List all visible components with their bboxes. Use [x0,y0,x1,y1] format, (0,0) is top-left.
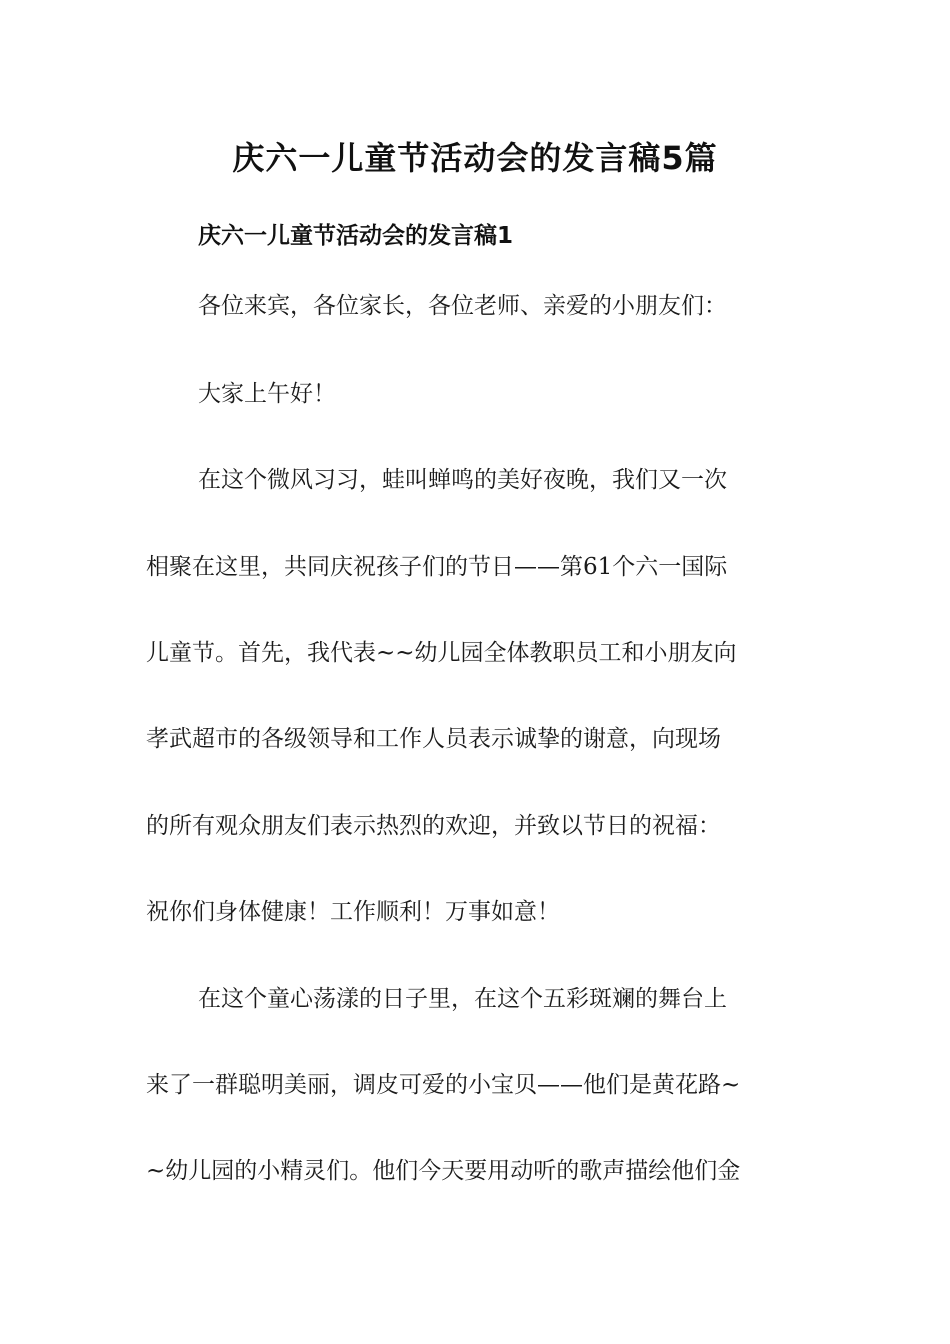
paragraph-line: 的所有观众朋友们表示热烈的欢迎，并致以节日的祝福： [146,813,721,839]
paragraph-line: 孝武超市的各级领导和工作人员表示诚挚的谢意，向现场 [146,726,721,752]
paragraph-line: 大家上午好！ [198,381,336,407]
paragraph-line: 祝你们身体健康！工作顺利！万事如意！ [146,899,560,925]
paragraph-line: 来了一群聪明美丽，调皮可爱的小宝贝——他们是黄花路~ [146,1072,741,1098]
paragraph-line: 各位来宾，各位家长，各位老师、亲爱的小朋友们： [198,293,727,319]
paragraph-line: ~幼儿园的小精灵们。他们今天要用动听的歌声描绘他们金 [146,1158,741,1184]
document-title: 庆六一儿童节活动会的发言稿5篇 [232,139,718,177]
paragraph-line: 儿童节。首先，我代表~~幼儿园全体教职员工和小朋友向 [146,640,737,666]
paragraph-line: 在这个童心荡漾的日子里，在这个五彩斑斓的舞台上 [198,986,727,1012]
section-heading: 庆六一儿童节活动会的发言稿1 [198,223,514,249]
paragraph-line: 相聚在这里，共同庆祝孩子们的节日——第61个六一国际 [146,554,728,580]
paragraph-line: 在这个微风习习，蛙叫蝉鸣的美好夜晚，我们又一次 [198,467,727,493]
